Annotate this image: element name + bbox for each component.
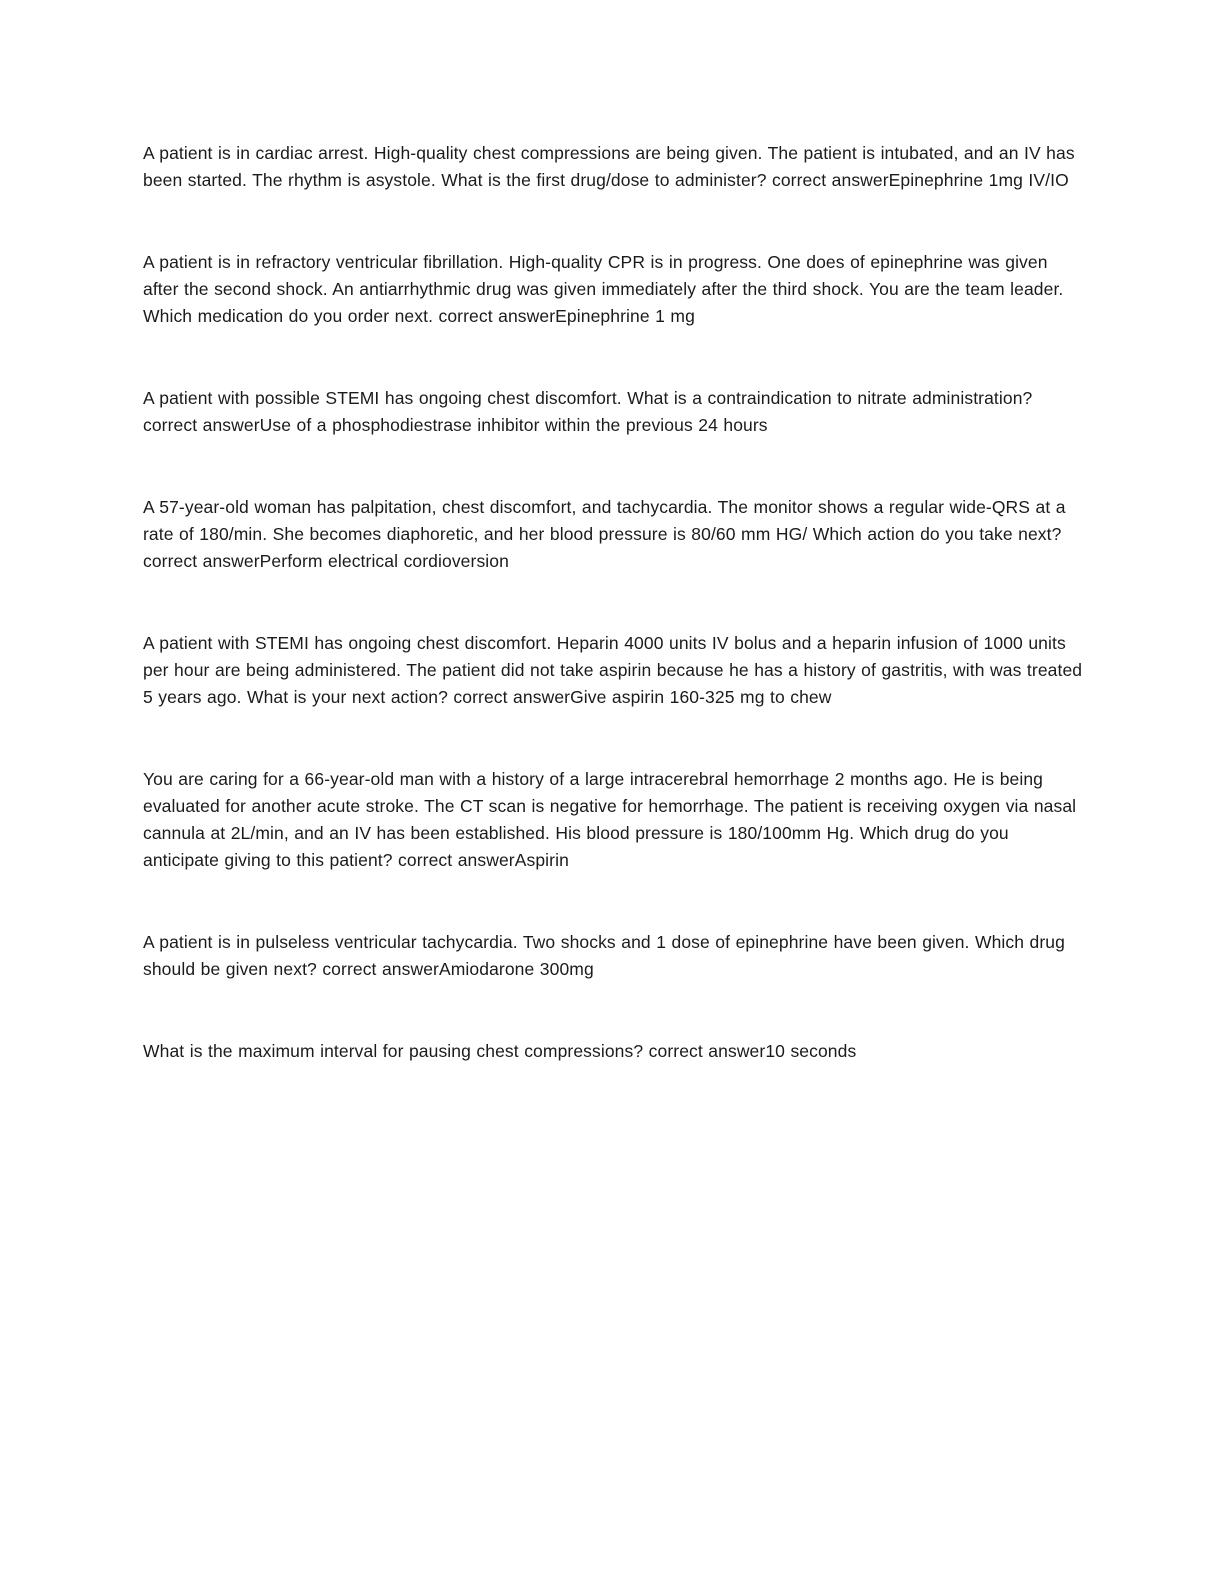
document-content xyxy=(143,140,1085,1120)
paragraph-qa-7: A patient is in pulseless ventricular tachycardia. Two shocks and 1 dose of epinephrine have been given. Which drug should be given next? correct answerAmiodarone 300mg xyxy=(143,932,1065,979)
paragraph-qa-5: A patient with STEMI has ongoing chest discomfort. Heparin 4000 units IV bolus and a heparin infusion of 1000 units per hour are being administered. The patient did not take aspirin because he has a history of gastritis, with was treated 5 years ago. What is your next action? correct answerGive aspirin 160-325 mg to chew xyxy=(143,633,1083,707)
paragraph-qa-3: A patient with possible STEMI has ongoing chest discomfort. What is a contraindication to nitrate administration? correct answerUse of a phosphodiestrase inhibitor within the previous 24 hours xyxy=(143,388,1033,435)
paragraph-qa-2: A patient is in refractory ventricular fibrillation. High-quality CPR is in progress. One does of epinephrine was given after the second shock. An antiarrhythmic drug was given immediately after the third shock. You are the team leader. Which medication do you order next. correct answerEpinephrine 1 mg xyxy=(143,252,1064,326)
paragraph-qa-6: You are caring for a 66-year-old man with a history of a large intracerebral hemorrhage 2 months ago. He is being evaluated for another acute stroke. The CT scan is negative for hemorrhage. The patient is receiving oxygen via nasal cannula at 2L/min, and an IV has been established. His blood pressure is 180/100mm Hg. Which drug do you anticipate giving to this patient? correct answerAspirin xyxy=(143,769,1077,870)
paragraph-qa-1: A patient is in cardiac arrest. High-quality chest compressions are being given. The patient is intubated, and an IV has been started. The rhythm is asystole. What is the first drug/dose to administer? correct answerEpinephrine 1mg IV/IO xyxy=(143,143,1075,190)
paragraph-qa-8: What is the maximum interval for pausing chest compressions? correct answer10 seconds xyxy=(143,1041,857,1061)
paragraph-qa-4: A 57-year-old woman has palpitation, chest discomfort, and tachycardia. The monitor shows a regular wide-QRS at a rate of 180/min. She becomes diaphoretic, and her blood pressure is 80/60 mm HG/ Which action do you take next? correct answerPerform electrical cordioversion xyxy=(143,497,1066,571)
